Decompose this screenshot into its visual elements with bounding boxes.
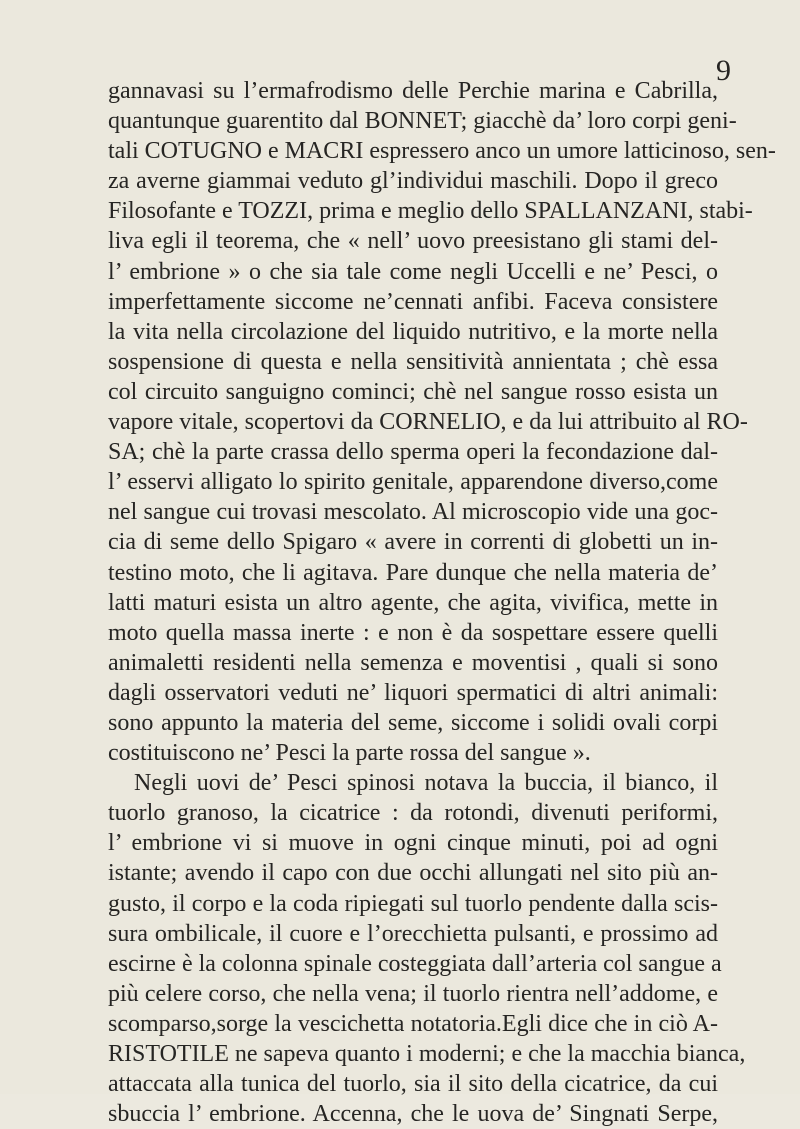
text-line: gannavasi su l’ermafrodismo delle Perchie marina e Cabrilla, <box>108 78 718 104</box>
text-line: l’ esservi alligato lo spirito genitale, apparendone diverso,come <box>108 469 718 496</box>
text-line: za averne giammai veduto gl’individui maschili. Dopo il greco <box>108 168 718 195</box>
text-line: col circuito sanguigno cominci; chè nel sangue rosso esista un <box>108 378 718 405</box>
text-line: sono appunto la materia del seme, siccome i solidi ovali corpi <box>108 709 718 736</box>
text-line: tuorlo granoso, la cicatrice : da rotondi, divenuti periformi, <box>108 800 718 827</box>
text-line: liva egli il teorema, che « nell’ uovo preesistano gli stami del- <box>108 228 718 255</box>
text-line: vapore vitale, scopertovi da CORNELIO, e da lui attribuito al RO- <box>108 409 748 436</box>
page-number: 9 <box>716 54 731 87</box>
text-line: dagli osservatori veduti ne’ liquori spermatici di altri animali: <box>108 679 718 706</box>
text-line: costituiscono ne’ Pesci la parte rossa del sangue ». <box>108 740 591 767</box>
text-line: più celere corso, che nella vena; il tuorlo rientra nell’addome, e <box>108 980 718 1007</box>
text-line: sospensione di questa e nella sensitività annientata ; chè essa <box>108 348 718 375</box>
text-line: sbuccia l’ embrione. Accenna, che le uova de’ Singnati Serpe, <box>108 1101 718 1128</box>
text-line: quantunque guarentito dal BONNET; giacchè da’ loro corpi geni- <box>108 108 737 135</box>
text-line: istante; avendo il capo con due occhi allungati nel sito più an- <box>108 860 718 887</box>
text-line: moto quella massa inerte : e non è da sospettare essere quelli <box>108 619 718 646</box>
text-line: la vita nella circolazione del liquido nutritivo, e la morte nella <box>108 318 718 345</box>
text-line: tali COTUGNO e MACRI espressero anco un umore latticinoso, sen- <box>108 138 776 165</box>
text-line: testino moto, che li agitava. Pare dunque che nella materia de’ <box>108 559 718 586</box>
text-line: l’ embrione » o che sia tale come negli Uccelli e ne’ Pesci, o <box>108 258 718 285</box>
text-line: scomparso,sorge la vescichetta notatoria.Egli dice che in ciò A- <box>108 1010 718 1037</box>
text-line: Filosofante e TOZZI, prima e meglio dello SPALLANZANI, stabi- <box>108 198 753 225</box>
text-line: escirne è la colonna spinale costeggiata dall’arteria col sangue a <box>108 950 722 977</box>
text-line: gusto, il corpo e la coda ripiegati sul tuorlo pendente dalla scis- <box>108 890 718 917</box>
text-line: latti maturi esista un altro agente, che agita, vivifica, mette in <box>108 589 718 616</box>
text-line: l’ embrione vi si muove in ogni cinque minuti, poi ad ogni <box>108 830 718 857</box>
text-line: animaletti residenti nella semenza e moventisi , quali si sono <box>108 649 718 676</box>
text-line: nel sangue cui trovasi mescolato. Al microscopio vide una goc- <box>108 499 718 526</box>
text-line: imperfettamente siccome ne’cennati anfibi. Faceva consistere <box>108 288 718 315</box>
text-line: SA; chè la parte crassa dello sperma operi la fecondazione dal- <box>108 439 718 466</box>
text-line: cia di seme dello Spigaro « avere in correnti di globetti un in- <box>108 529 718 556</box>
text-line: Negli uovi de’ Pesci spinosi notava la buccia, il bianco, il <box>134 770 718 797</box>
text-line: sura ombilicale, il cuore e l’orecchietta pulsanti, e prossimo ad <box>108 920 718 947</box>
body-text <box>108 76 776 1129</box>
text-line: attaccata alla tunica del tuorlo, sia il sito della cicatrice, da cui <box>108 1071 718 1098</box>
text-line: RISTOTILE ne sapeva quanto i moderni; e che la macchia bianca, <box>108 1041 746 1067</box>
